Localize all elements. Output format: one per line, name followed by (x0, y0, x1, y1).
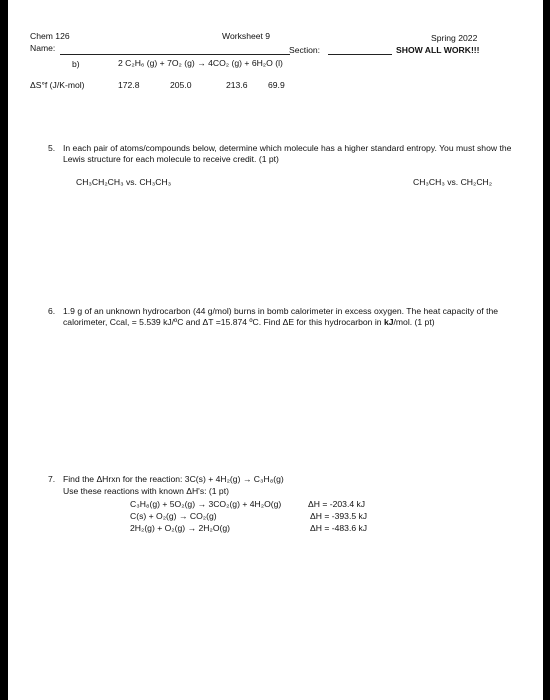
worksheet-title: Worksheet 9 (222, 31, 271, 41)
entropy-value: 69.9 (268, 80, 285, 90)
worksheet-page (8, 0, 543, 700)
term-label: Spring 2022 (431, 33, 478, 43)
entropy-label: ΔS°f (J/K-mol) (30, 80, 85, 90)
q6-number: 6. (48, 306, 56, 316)
show-work-note: SHOW ALL WORK!!! (396, 45, 480, 55)
q6-text-start: 1.9 g of an unknown hydrocarbon (44 g/mol) burns in bomb calorimeter in excess oxygen. The heat capacity of the calorimeter, Ccal, = 5.539 kJ/ºC and ΔT =15.874 ºC. Find ΔE for this hydrocarbon in (63, 306, 499, 327)
q5-pair-b: CH₃CH₃ vs. CH₂CH₂ (413, 177, 493, 187)
q7-reaction-eq: C₃H₈(g) + 5O₂(g) → 3CO₂(g) + 4H₂O(g) (130, 499, 282, 509)
entropy-value: 205.0 (170, 80, 192, 90)
name-label: Name: (30, 43, 56, 53)
q6-text (63, 306, 535, 328)
q7-reaction-dh: ΔH = -203.4 kJ (308, 499, 366, 509)
q5-text: In each pair of atoms/compounds below, determine which molecule has a higher standard entropy. You must show the Lewis structure for each molecule to receive credit. (1 pt) (63, 143, 512, 164)
q6-unit: kJ (383, 317, 394, 327)
entropy-value: 213.6 (226, 80, 248, 90)
q7-reaction-eq: 2H₂(g) + O₂(g) → 2H₂O(g) (130, 523, 231, 533)
q5-number: 5. (48, 143, 56, 153)
q5-pair-a: CH₃CH₂CH₃ vs. CH₃CH₃ (76, 177, 172, 187)
section-line (328, 54, 392, 55)
q6-text-end: /mol. (1 pt) (393, 317, 435, 327)
part-b-label: b) (72, 59, 80, 69)
q7-number: 7. (48, 474, 56, 484)
entropy-value: 172.8 (118, 80, 140, 90)
name-line (60, 54, 290, 55)
course-title: Chem 126 (30, 31, 70, 41)
q7-line2: Use these reactions with known ΔH's: (1 pt) (63, 486, 229, 496)
q7-line1: Find the ΔHrxn for the reaction: 3C(s) + 4H₂(g) → C₃H₈(g) (63, 474, 284, 484)
q7-reaction-eq: C(s) + O₂(g) → CO₂(g) (130, 511, 217, 521)
section-label: Section: (289, 45, 321, 55)
part-b-reaction: 2 C₂H₆ (g) + 7O₂ (g) → 4CO₂ (g) + 6H₂O (l) (118, 58, 283, 68)
q7-reaction-dh: ΔH = -483.6 kJ (310, 523, 368, 533)
q7-reaction-dh: ΔH = -393.5 kJ (310, 511, 368, 521)
